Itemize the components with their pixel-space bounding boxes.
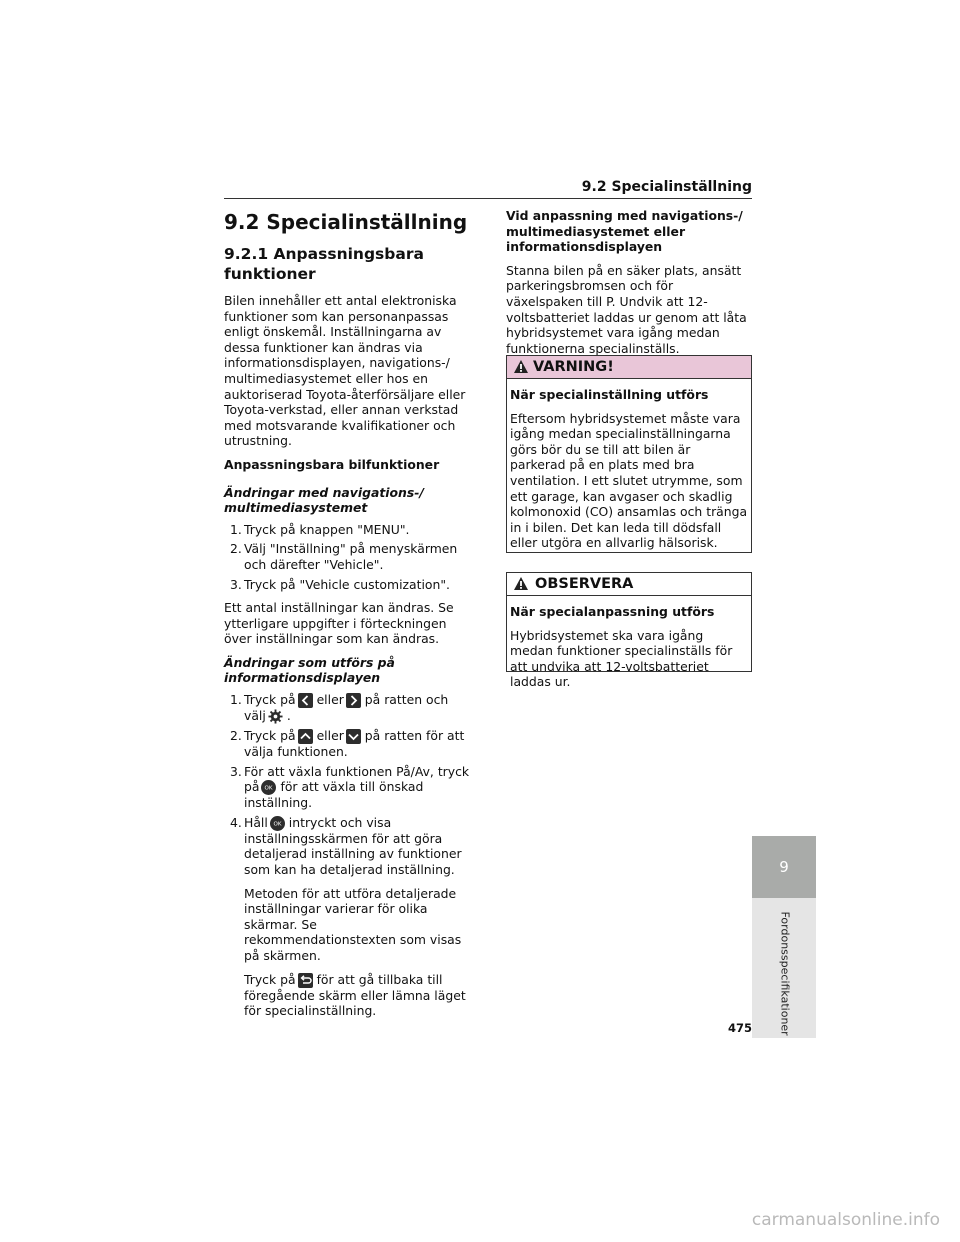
warning-text: Eftersom hybridsystemet måste vara igång medan specialinställningarna görs bör du se till att bilen är parkerad på en plats med bra ventilation. I ett slutet utrymme, som ett garage, kan avgaser och skadlig kolmonoxid (CO) ansamlas och tränga in i bilen. Det kan leda till dödsfall eller utgöra en allvarlig hälsorisk. bbox=[510, 410, 748, 551]
step-text: för att växla till önskad inställning. bbox=[244, 779, 424, 811]
list-item bbox=[224, 541, 472, 572]
step-text: på ratten för att välja funktionen. bbox=[244, 728, 465, 760]
step-text: Tryck på knappen "MENU". bbox=[244, 521, 410, 537]
step-text: eller bbox=[316, 728, 344, 744]
step-number: 1. bbox=[230, 521, 242, 537]
ok-label: OK bbox=[265, 785, 273, 792]
ok-button-icon bbox=[270, 816, 285, 831]
nav-steps-list bbox=[224, 522, 472, 592]
intro-paragraph: Bilen innehåller ett antal elektroniska funktioner som kan personanpassas enligt önskemål. Inställningarna av dessa funktioner kan ändras via informationsdisplayen, navigations-/ multimediasystemet eller hos en auktoriserad Toyota-återförsäljare eller Toyota-verkstad, eller annan verkstad med motsvarande kvalifikationer och utrustning. bbox=[224, 293, 466, 449]
step-text: för att gå tillbaka till föregående skärm eller lämna läget för specialinställning. bbox=[244, 971, 466, 1019]
left-arrow-icon bbox=[298, 693, 313, 708]
running-header: 9.2 Specialinställning bbox=[581, 179, 752, 195]
watermark: carmanualsonline.info bbox=[751, 1210, 940, 1230]
list-item bbox=[224, 764, 472, 811]
display-changes-heading: Ändringar som utförs på informationsdisplayen bbox=[224, 654, 395, 686]
step-text: Tryck på bbox=[244, 692, 296, 708]
list-item bbox=[224, 728, 472, 760]
nav-note: Ett antal inställningar kan ändras. Se ytterligare uppgifter i förteckningen över inställningar som kan ändras. bbox=[224, 600, 454, 647]
step-number: 3. bbox=[230, 576, 242, 592]
list-item bbox=[224, 522, 472, 538]
step-text: Tryck på bbox=[244, 971, 296, 987]
up-arrow-icon bbox=[298, 729, 313, 744]
notice-header bbox=[507, 573, 751, 596]
subsection-title: 9.2.1 Anpassningsbara funktioner bbox=[224, 245, 424, 283]
warning-header bbox=[507, 356, 751, 379]
back-note bbox=[224, 972, 472, 1019]
left-column bbox=[224, 208, 472, 1027]
header-rule bbox=[224, 198, 752, 199]
customization-heading: Vid anpassning med navigations-/ multimediasystemet eller informationsdisplayen bbox=[506, 208, 743, 255]
step-text: Tryck på bbox=[244, 728, 296, 744]
step-number: 1. bbox=[230, 692, 242, 708]
page-number: 475 bbox=[727, 1021, 752, 1035]
warning-title: När specialinställning utförs bbox=[510, 387, 709, 402]
ok-label: OK bbox=[273, 821, 282, 828]
method-note: Metoden för att utföra detaljerade inställningar varierar för olika skärmar. Se rekommendationstexten som visas på skärmen. bbox=[244, 885, 462, 963]
display-steps-list bbox=[224, 692, 472, 878]
step-number: 4. bbox=[230, 814, 242, 830]
step-number: 2. bbox=[230, 541, 242, 557]
chapter-label: Fordonsspecifikationer bbox=[778, 911, 792, 1036]
list-item bbox=[224, 577, 472, 593]
notice-box bbox=[506, 572, 752, 690]
notice-text: Hybridsystemet ska vara igång medan funktioner specialinställs för att undvika att 12-voltsbatteriet laddas ur. bbox=[510, 627, 733, 690]
back-icon bbox=[298, 973, 313, 988]
step-text: intryckt och visa inställningsskärmen för att göra detaljerad inställning av funktioner som kan ha detaljerad inställning. bbox=[244, 814, 462, 878]
warning-triangle-icon bbox=[513, 359, 529, 374]
step-text: Tryck på "Vehicle customization". bbox=[244, 576, 450, 592]
step-text: Håll bbox=[244, 814, 268, 830]
warning-label: VARNING! bbox=[533, 359, 614, 375]
step-text: på ratten och välj bbox=[244, 692, 449, 724]
customization-paragraph: Stanna bilen på en säker plats, ansätt parkeringsbromsen och för växelspaken till P. Undvik att 12-voltsbatteriet laddas ur genom att låta hybridsystemet vara igång medan funktionerna specialinställs. bbox=[506, 262, 747, 356]
gear-icon bbox=[268, 709, 283, 724]
step-number: 2. bbox=[230, 728, 242, 744]
right-column bbox=[506, 208, 752, 364]
nav-changes-heading: Ändringar med navigations-/ multimediasystemet bbox=[224, 484, 424, 516]
customizable-functions-heading: Anpassningsbara bilfunktioner bbox=[224, 456, 440, 472]
step-text: Välj "Inställning" på menyskärmen och därefter "Vehicle". bbox=[244, 541, 458, 572]
step-text: eller bbox=[316, 692, 344, 708]
step-text: . bbox=[286, 708, 291, 724]
notice-label: OBSERVERA bbox=[535, 576, 634, 592]
chapter-tab: 9 bbox=[752, 836, 816, 898]
step-number: 3. bbox=[230, 763, 242, 779]
right-arrow-icon bbox=[346, 693, 361, 708]
section-title: 9.2 Specialinställning bbox=[224, 210, 468, 234]
warning-triangle-icon bbox=[513, 576, 529, 591]
notice-title: När specialanpassning utförs bbox=[510, 604, 715, 619]
list-item bbox=[224, 692, 472, 724]
list-item bbox=[224, 815, 472, 878]
ok-button-icon bbox=[261, 780, 276, 795]
down-arrow-icon bbox=[346, 729, 361, 744]
step-text: För att växla funktionen På/Av, tryck på bbox=[244, 763, 470, 795]
warning-box bbox=[506, 355, 752, 553]
